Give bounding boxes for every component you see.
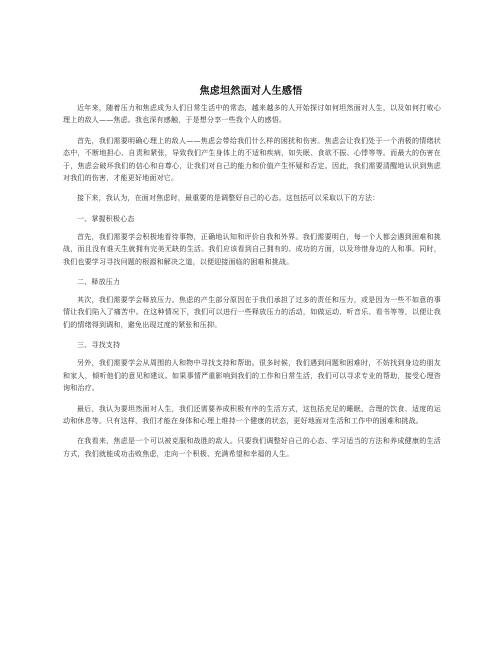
paragraph-seek-support: 另外，我们需要学会从周围的人和物中寻找支持和帮助。很多时候，我们遇到问题和困难时，不妨找到身边的朋友和家人，倾听他们的意见和建议。如果事情严重影响到我们的工作和日常生活，我们可以寻求专业的帮助，接受心理咨询和治疗。 <box>63 359 441 393</box>
paragraph-methods-intro: 接下来，我认为，在面对焦虑时，最重要的是调整好自己的心态。这包括可以采取以下的方法： <box>77 194 380 203</box>
section-heading-release-pressure: 二、释放压力 <box>77 278 121 287</box>
paragraph-conclusion: 在我看来，焦虑是一个可以被克服和战胜的敌人。只要我们调整好自己的心态、学习适当的方法和养成健康的生活方式，我们就能成功击败焦虑，走向一个积极、充满希望和幸福的人生。 <box>63 437 441 458</box>
paragraph-positive-mindset: 首先，我们需要学会积极地看待事物，正确地认知和评价自我和外界。我们需要明白，每一个人都会遇到困难和挑战，而且没有谁天生就拥有完美无缺的生活。我们应该看到自己拥有的、成功的方面，以及珍惜身边的人和事。同时，我们也要学习寻找问题的根源和解决之道，以便迎接面临的困难和挑战。 <box>63 232 441 266</box>
paragraph-lifestyle: 最后，我认为要坦然面对人生，我们还需要养成积极有序的生活方式，这包括充足的睡眠、合理的饮食、适度的运动和休息等。只有这样，我们才能在身体和心理上维持一个健康的状态，更好地面对生活和工作中的困难和挑战。 <box>63 404 441 425</box>
section-heading-seek-support: 三、寻找支持 <box>77 341 121 350</box>
section-heading-positive-mindset: 一、掌握积极心态 <box>77 214 135 223</box>
page-title: 焦虑坦然面对人生感悟 <box>199 86 303 97</box>
paragraph-release-pressure: 其次，我们需要学会释放压力。焦虑的产生部分原因在于我们承担了过多的责任和压力，或是因为一些不如意的事情让我们陷入了痛苦中。在这种情况下，我们可以进行一些释放压力的活动，如做运动、听音乐、看书等等，以便让我们的情绪得到调和，避免出现过度的紧张和压抑。 <box>63 296 441 329</box>
paragraph-harm: 首先，我们需要明确心理上的敌人——焦虑会带给我们什么样的困扰和伤害。焦虑会让我们处于一个消极的情绪状态中，不断地担心、自责和紧张，导致我们产生身体上的不适和疾病，如失眠、食欲不振、心悸等等。而最大的伤害在于，焦虑会破坏我们的信心和自尊心，让我们对自己的能力和价值产生怀疑和否定。因此，我们需要清醒地认识到焦虑对我们的伤害，才能更好地面对它。 <box>63 136 441 183</box>
document-body <box>63 102 441 468</box>
paragraph-intro: 近年来，随着压力和焦虑成为人们日常生活中的常态，越来越多的人开始探讨如何坦然面对人生，以及如何打败心理上的敌人——焦虑。我也深有感触，于是想分享一些我个人的感悟。 <box>63 104 441 125</box>
